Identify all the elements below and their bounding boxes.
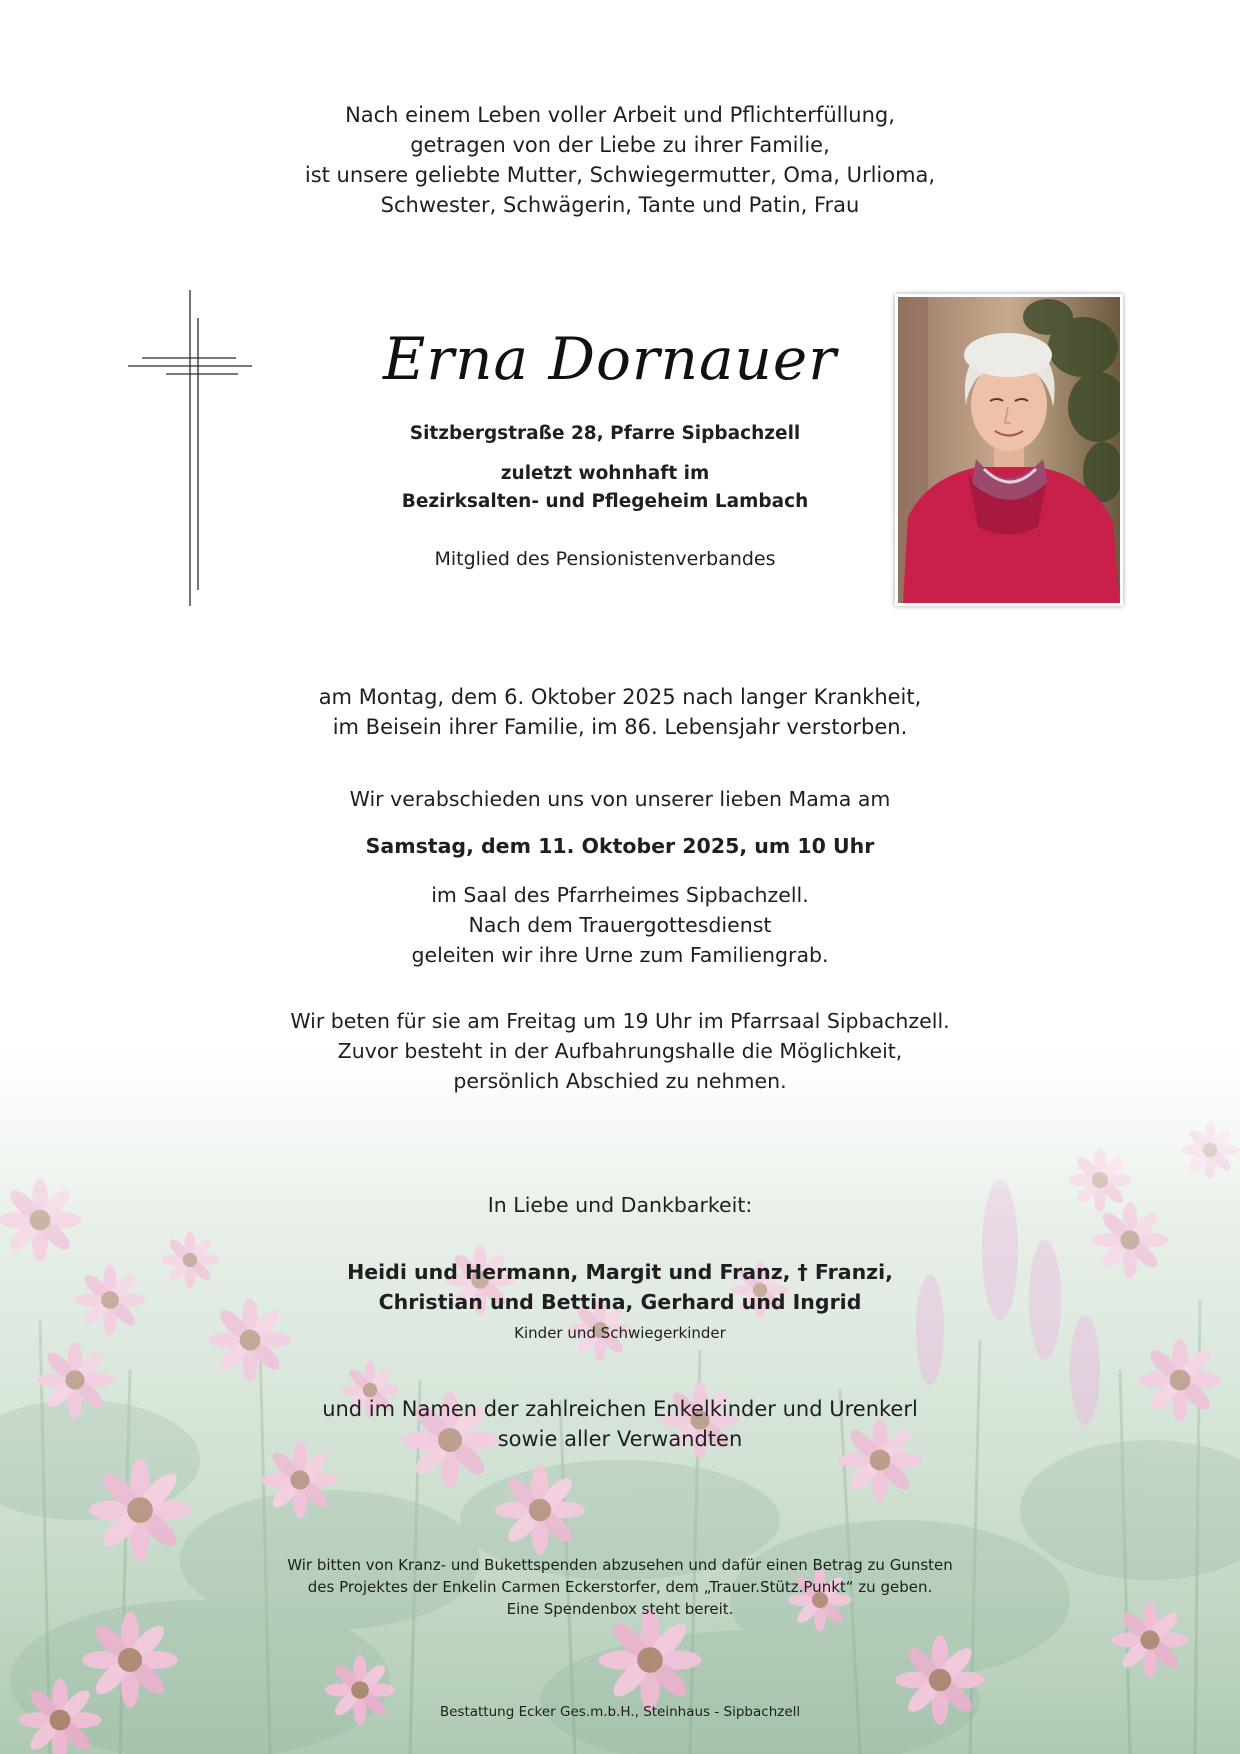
death-notice [0,682,1240,742]
deceased-address: Sitzbergstraße 28, Pfarre Sipbachzell [409,423,801,444]
prayer-line: Wir beten für sie am Freitag um 19 Uhr im Pfarrsaal Sipbachzell. [290,1009,950,1033]
mourners-intro: In Liebe und Dankbarkeit: [487,1193,753,1217]
cross-icon [128,290,256,610]
intro-line: getragen von der Liebe zu ihrer Familie, [410,133,830,157]
undertaker-footer: Bestattung Ecker Ges.m.b.H., Steinhaus - Sipbachzell [439,1704,801,1720]
intro-line: Nach einem Leben voller Arbeit und Pflichterfüllung, [345,103,895,127]
mourners-children [0,1257,1240,1317]
children-label: Kinder und Schwiegerkinder [514,1324,726,1342]
funeral-detail-line: im Saal des Pfarrheimes Sipbachzell. [431,883,809,907]
death-line: im Beisein ihrer Familie, im 86. Lebensjahr verstorben. [332,715,908,739]
funeral-date: Samstag, dem 11. Oktober 2025, um 10 Uhr [365,834,875,858]
children-line: Christian und Bettina, Gerhard und Ingrid [378,1290,862,1314]
others-line: und im Namen der zahlreichen Enkelkinder und Urenkerl [322,1397,918,1421]
intro-line: Schwester, Schwägerin, Tante und Patin, Frau [380,193,860,217]
donation-notice [0,1554,1240,1620]
residence-line: zuletzt wohnhaft im [500,463,710,484]
deceased-membership: Mitglied des Pensionistenverbandes [434,548,776,570]
funeral-detail-line: geleiten wir ihre Urne zum Familiengrab. [411,943,829,967]
prayer-line: Zuvor besteht in der Aufbahrungshalle die Möglichkeit, [337,1039,903,1063]
death-line: am Montag, dem 6. Oktober 2025 nach langer Krankheit, [318,685,922,709]
prayer-notice [0,1006,1240,1096]
farewell-intro: Wir verabschieden uns von unserer lieben Mama am [349,787,891,811]
notice-line: des Projektes der Enkelin Carmen Eckerstorfer, dem „Trauer.Stütz.Punkt“ zu geben. [307,1578,933,1596]
funeral-details [0,880,1240,970]
portrait-frame [895,294,1123,606]
deceased-name: Erna Dornauer [383,325,837,393]
notice-line: Wir bitten von Kranz- und Bukettspenden abzusehen und dafür einen Betrag zu Gunsten [287,1556,953,1574]
funeral-detail-line: Nach dem Trauergottesdienst [468,913,772,937]
children-line: Heidi und Hermann, Margit und Franz, † Franzi, [347,1260,893,1284]
portrait-photo [898,297,1120,603]
residence-line: Bezirksalten- und Pflegeheim Lambach [401,491,809,512]
prayer-line: persönlich Abschied zu nehmen. [453,1069,787,1093]
others-line: sowie aller Verwandten [497,1427,743,1451]
mourners-others [0,1394,1240,1454]
deceased-residence [340,460,870,516]
notice-line: Eine Spendenbox steht bereit. [506,1600,734,1618]
intro-line: ist unsere geliebte Mutter, Schwiegermutter, Oma, Urlioma, [304,163,936,187]
intro-text [0,100,1240,220]
